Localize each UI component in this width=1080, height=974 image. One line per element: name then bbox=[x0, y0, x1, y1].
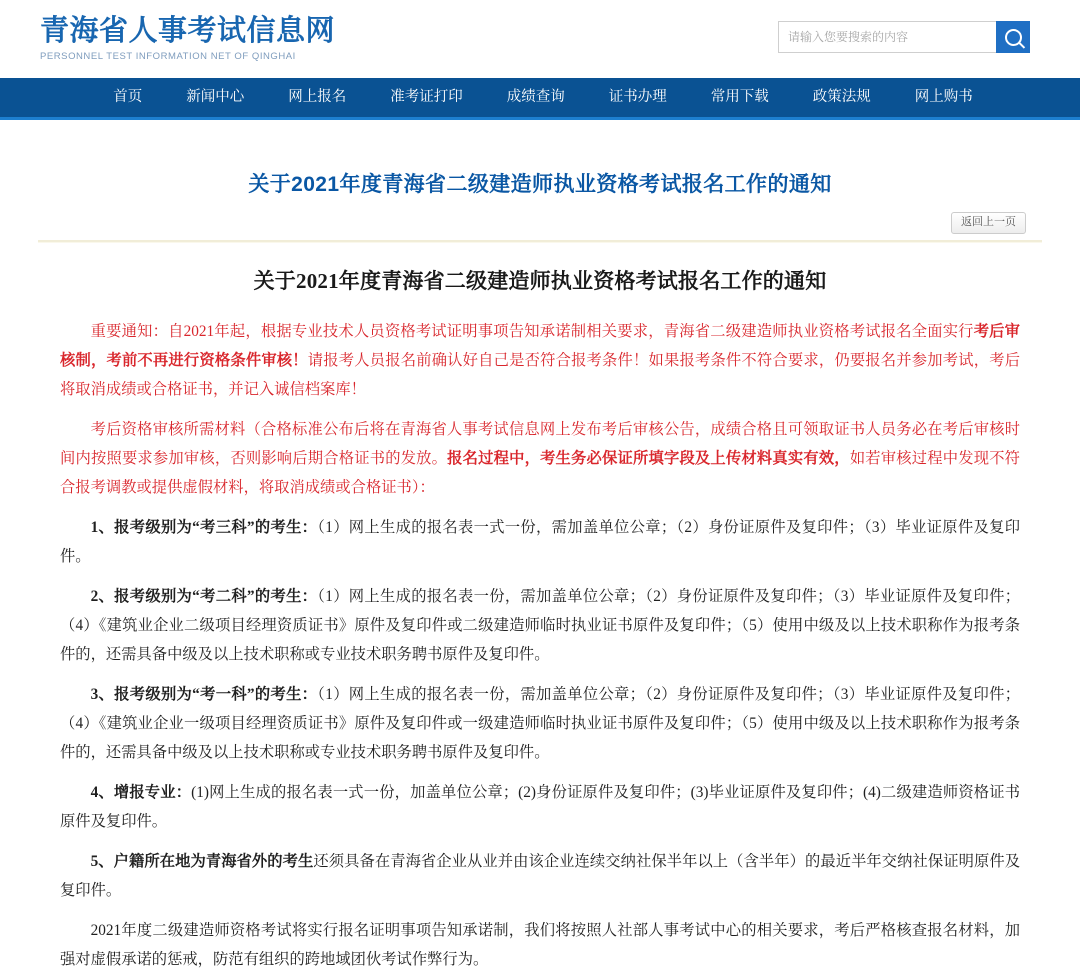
nav-item-home[interactable]: 首页 bbox=[113, 89, 143, 105]
item-1-label: 1、报考级别为“考三科”的考生： bbox=[90, 519, 318, 537]
notice-text-c: 请报考人员报名前确认好自己是否符合报考条件！如果报考条件不符合要求，仍要报名并参加考试，考后将取消成绩或合格证书，并记入诚信档案库！ bbox=[60, 352, 1020, 399]
item-1-text: （1）网上生成的报名表一式一份，需加盖单位公章；（2）身份证原件及复印件；（3）毕业证原件及复印件。 bbox=[60, 519, 1021, 566]
paragraph-important-notice bbox=[60, 317, 1020, 404]
search-box bbox=[778, 21, 1030, 53]
logo-title-cn: 青海省人事考试信息网 bbox=[40, 14, 336, 47]
notice-text-a: 重要通知：自2021年起，根据专业技术人员资格考试证明事项告知承诺制相关要求，青海省二级建造师执业资格考试报名全面实行 bbox=[90, 323, 974, 341]
paragraph-item-4 bbox=[60, 778, 1020, 836]
item-4-label: 4、增报专业： bbox=[90, 784, 192, 802]
nav-item-book-store[interactable]: 网上购书 bbox=[914, 89, 973, 105]
site-logo[interactable] bbox=[40, 14, 336, 62]
site-header bbox=[0, 0, 1080, 78]
item-2-text: （1）网上生成的报名表一份，需加盖单位公章；（2）身份证原件及复印件；（3）毕业证原件及复印件；（4）《建筑业企业二级项目经理资质证书》原件及复印件或二级建造师临时执业证书原件及复印件；（5）使用中级及以上技术职称作为报考条件的，还需具备中级及以上技术职称或专业技术职务聘书原件及复印件。 bbox=[60, 588, 1021, 664]
paragraph-item-1 bbox=[60, 513, 1020, 571]
audit-text-a: 考后资格审核所需材料（合格标准公布后将在青海省人事考试信息网上发布考后审核公告，成绩合格且可领取证书人员务必在考后审核时间内按照要求参加审核，否则影响后期合格证书的发放。 bbox=[60, 421, 1020, 468]
item-5-label: 5、户籍所在地为青海省外的考生 bbox=[90, 853, 314, 871]
paragraph-closing bbox=[60, 916, 1020, 974]
nav-item-certificate[interactable]: 证书办理 bbox=[608, 89, 667, 105]
banner-title: 关于2021年度青海省二级建造师执业资格考试报名工作的通知 bbox=[248, 173, 832, 197]
notice-text-b: 考后审核制，考前不再进行资格条件审核！ bbox=[60, 323, 1020, 370]
audit-text-c: 如若审核过程中发现不符合报考调教或提供虚假材料，将取消成绩或合格证书）： bbox=[60, 450, 1020, 497]
paragraph-item-2 bbox=[60, 582, 1020, 669]
item-4-text: (1)网上生成的报名表一式一份，加盖单位公章；(2)身份证原件及复印件；(3)毕业证原件及复印件；(4)二级建造师资格证书原件及复印件。 bbox=[60, 784, 1020, 831]
nav-item-downloads[interactable]: 常用下载 bbox=[710, 89, 769, 105]
item-3-label: 3、报考级别为“考一科”的考生： bbox=[90, 686, 318, 704]
item-3-text: （1）网上生成的报名表一份，需加盖单位公章；（2）身份证原件及复印件；（3）毕业证原件及复印件；（4）《建筑业企业一级项目经理资质证书》原件及复印件或一级建造师临时执业证书原件及复印件；（5）使用中级及以上技术职称作为报考条件的，还需具备中级及以上技术职称或专业技术职务聘书原件及复印件。 bbox=[60, 686, 1021, 762]
page-body bbox=[0, 134, 1080, 974]
audit-text-b: 报名过程中，考生务必保证所填字段及上传材料真实有效， bbox=[447, 450, 850, 468]
item-5-text: 还须具备在青海省企业从业并由该企业连续交纳社保半年以上（含半年）的最近半年交纳社保证明原件及复印件。 bbox=[60, 853, 1020, 900]
search-input[interactable] bbox=[778, 21, 996, 53]
paragraph-post-audit-materials bbox=[60, 415, 1020, 502]
nav-item-news[interactable]: 新闻中心 bbox=[186, 89, 245, 105]
paragraph-item-3 bbox=[60, 680, 1020, 767]
search-button[interactable] bbox=[996, 21, 1030, 53]
paragraph-item-5 bbox=[60, 847, 1020, 905]
nav-item-policy[interactable]: 政策法规 bbox=[812, 89, 871, 105]
nav-item-admission-ticket-print[interactable]: 准考证打印 bbox=[390, 89, 463, 105]
nav-item-score-query[interactable]: 成绩查询 bbox=[506, 89, 565, 105]
main-navigation bbox=[0, 78, 1080, 120]
search-icon bbox=[1005, 29, 1022, 46]
nav-item-online-registration[interactable]: 网上报名 bbox=[288, 89, 347, 105]
logo-title-en: PERSONNEL TEST INFORMATION NET OF QINGHAI bbox=[40, 50, 296, 62]
title-divider bbox=[38, 240, 1042, 243]
back-row bbox=[38, 212, 1042, 238]
article-title: 关于2021年度青海省二级建造师执业资格考试报名工作的通知 bbox=[253, 269, 827, 294]
article-body bbox=[38, 317, 1042, 974]
back-to-previous-page-button[interactable]: 返回上一页 bbox=[951, 212, 1026, 234]
closing-text: 2021年度二级建造师资格考试将实行报名证明事项告知承诺制，我们将按照人社部人事考试中心的相关要求，考后严格核查报名材料，加强对虚假承诺的惩戒，防范有组织的跨地域团伙考试作弊行为。 bbox=[60, 922, 1020, 969]
item-2-label: 2、报考级别为“考二科”的考生： bbox=[90, 588, 318, 606]
